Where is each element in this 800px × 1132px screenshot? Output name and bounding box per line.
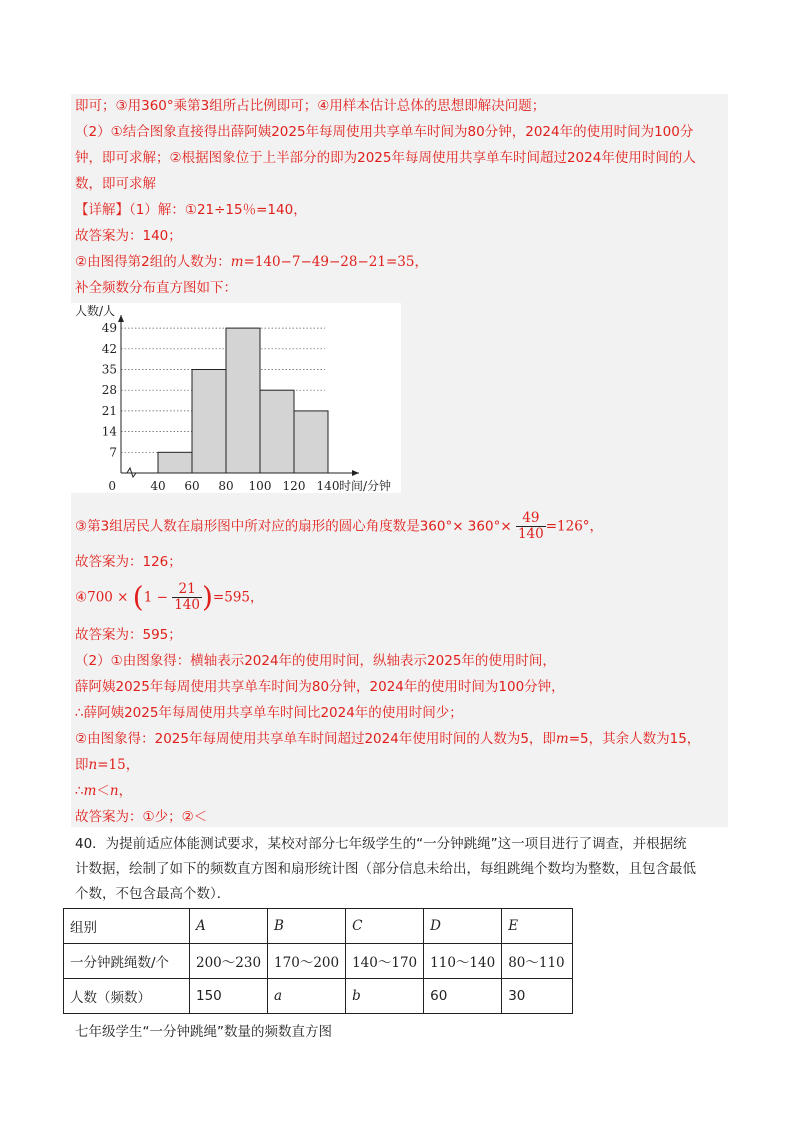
histogram-bar (158, 452, 192, 473)
group-a: A (190, 909, 268, 944)
question40-line-1: 40．为提前适应体能测试要求，某校对部分七年级学生的“一分钟跳绳”这一项目进行了调查，并根据统 (75, 836, 687, 852)
part2-line-5-pre: 即 (75, 757, 89, 773)
histogram-bar (294, 411, 328, 473)
group2-calc-eq: =140−7−49−28−21=35， (243, 254, 428, 270)
part2-line-3: ∴薛阿姨2025年每周使用共享单车时间比2024年的使用时间少； (75, 705, 463, 721)
group-c: C (346, 909, 424, 944)
answer-595: 故答案为：595； (75, 627, 182, 643)
count-c: b (346, 979, 424, 1014)
group2-calc-pre: ②由图得第2组的人数为： (75, 254, 231, 270)
fraction-numerator: 21 (172, 582, 202, 598)
x-axis-label: 时间/分钟 (339, 479, 392, 493)
estimate-pre: ④700 × (75, 589, 133, 606)
right-paren: ) (201, 580, 213, 614)
part2-line-2: 薛阿姨2025年每周使用共享单车时间为80分钟，2024年的使用时间为100分钟， (75, 679, 565, 695)
x-axis-arrow (352, 470, 359, 476)
y-tick-label: 21 (101, 403, 117, 418)
table-row (64, 944, 573, 979)
row-label-range: 一分钟跳绳数/个 (64, 944, 190, 979)
range-b: 170～200 (268, 944, 346, 979)
table-row (64, 909, 573, 944)
count-b: a (268, 979, 346, 1014)
part2-line-6 (75, 781, 132, 801)
origin-label: 0 (108, 479, 116, 493)
y-tick-label: 35 (101, 362, 117, 377)
comma: ， (118, 783, 133, 799)
y-tick-label: 7 (109, 445, 117, 460)
histogram-chart-box (71, 303, 401, 493)
solution-line-4: 数，即可求解 (75, 176, 156, 192)
detail-tag: 【详解】 (75, 202, 129, 218)
fraction-21-140 (172, 582, 202, 613)
histogram-caption: 七年级学生“一分钟跳绳”数量的频数直方图 (75, 1024, 332, 1040)
group-d: D (424, 909, 502, 944)
var-m: m (230, 254, 244, 270)
final-answer: 故答案为：①少；②＜ (75, 809, 208, 825)
question40-line-3: 个数，不包含最高个数）． (75, 886, 231, 902)
x-tick-label: 120 (282, 479, 306, 493)
fraction-numerator: 49 (516, 511, 546, 527)
y-tick-label: 14 (101, 424, 117, 439)
estimate-post: =595， (212, 589, 264, 606)
histogram-bar (192, 370, 226, 474)
range-e: 80～110 (502, 944, 573, 979)
x-tick-label: 40 (150, 479, 166, 493)
angle-calc (75, 511, 603, 542)
solution-line-2: （2）①结合图象直接得出薛阿姨2025年每周使用共享单车时间为80分钟，2024年的使用时间为100分 (75, 124, 694, 140)
count-a: 150 (190, 979, 268, 1014)
group2-calc (75, 252, 428, 272)
x-tick-label: 80 (218, 479, 234, 493)
var-m: m (83, 783, 97, 799)
part2-line-4 (75, 729, 700, 749)
frequency-histogram (71, 303, 401, 493)
solution-line-3: 钟，即可求解；②根据图象位于上半部分的即为2025年每周使用共享单车时间超过2024年使用时间的人 (75, 150, 696, 166)
var-n: n (109, 783, 119, 799)
solution-line-1: 即可；③用360°乘第3组所占比例即可；④用样本估计总体的思想即解决问题； (75, 98, 546, 114)
group-b: B (268, 909, 346, 944)
part2-line-5 (75, 755, 139, 775)
fraction-49-140 (516, 511, 546, 542)
question40-line-2: 计数据，绘制了如下的频数直方图和扇形统计图（部分信息未给出，每组跳绳个数均为整数，且包含最低 (75, 861, 696, 877)
y-axis-label: 人数/人 (75, 304, 116, 318)
estimate-calc (75, 582, 264, 613)
less-than: ＜ (96, 783, 110, 799)
part2-line-4-mid: =5，其余人数为15， (568, 731, 701, 747)
part2-line-4-pre: ②由图象得：2025年每周使用共享单车时间超过2024年使用时间的人数为5，即 (75, 731, 556, 747)
var-m: m (555, 731, 569, 747)
answer-126: 故答案为：126； (75, 554, 182, 570)
x-tick-label: 60 (184, 479, 200, 493)
y-tick-label: 49 (101, 321, 117, 336)
left-paren: ( (132, 580, 144, 614)
group-e: E (502, 909, 573, 944)
histogram-bar (226, 328, 260, 473)
row-label-count: 人数（频数） (64, 979, 190, 1014)
row-label-group: 组别 (64, 909, 190, 944)
table-row (64, 979, 573, 1014)
range-a: 200～230 (190, 944, 268, 979)
count-d: 60 (424, 979, 502, 1014)
angle-calc-pre: ③第3组居民人数在扇形图中所对应的扇形的圆心角度数是360°× 360°× (75, 518, 512, 535)
histogram-intro: 补全频数分布直方图如下： (75, 280, 237, 296)
histogram-bar (260, 390, 294, 473)
range-c: 140～170 (346, 944, 424, 979)
angle-calc-post: =126°， (545, 518, 604, 535)
part2-line-1: （2）①由图象得：横轴表示2024年的使用时间，纵轴表示2025年的使用时间， (75, 653, 556, 669)
var-n: n (88, 757, 98, 773)
fraction-denominator: 140 (517, 526, 544, 542)
x-tick-label: 100 (248, 479, 272, 493)
x-tick-label: 140 (316, 479, 340, 493)
therefore-symbol: ∴ (75, 783, 84, 799)
part2-line-5-post: =15， (97, 757, 140, 773)
solution-detail-line (75, 200, 307, 220)
range-d: 110～140 (424, 944, 502, 979)
fraction-denominator: 140 (174, 597, 200, 613)
y-axis-arrow (118, 315, 124, 322)
one-minus: 1 − (143, 589, 168, 606)
detail-text: （1）解：①21÷15％=140， (129, 202, 307, 218)
y-tick-label: 42 (101, 341, 117, 356)
answer-140: 故答案为：140； (75, 228, 182, 244)
count-e: 30 (502, 979, 573, 1014)
y-tick-label: 28 (101, 383, 117, 398)
group-table (63, 908, 573, 1014)
